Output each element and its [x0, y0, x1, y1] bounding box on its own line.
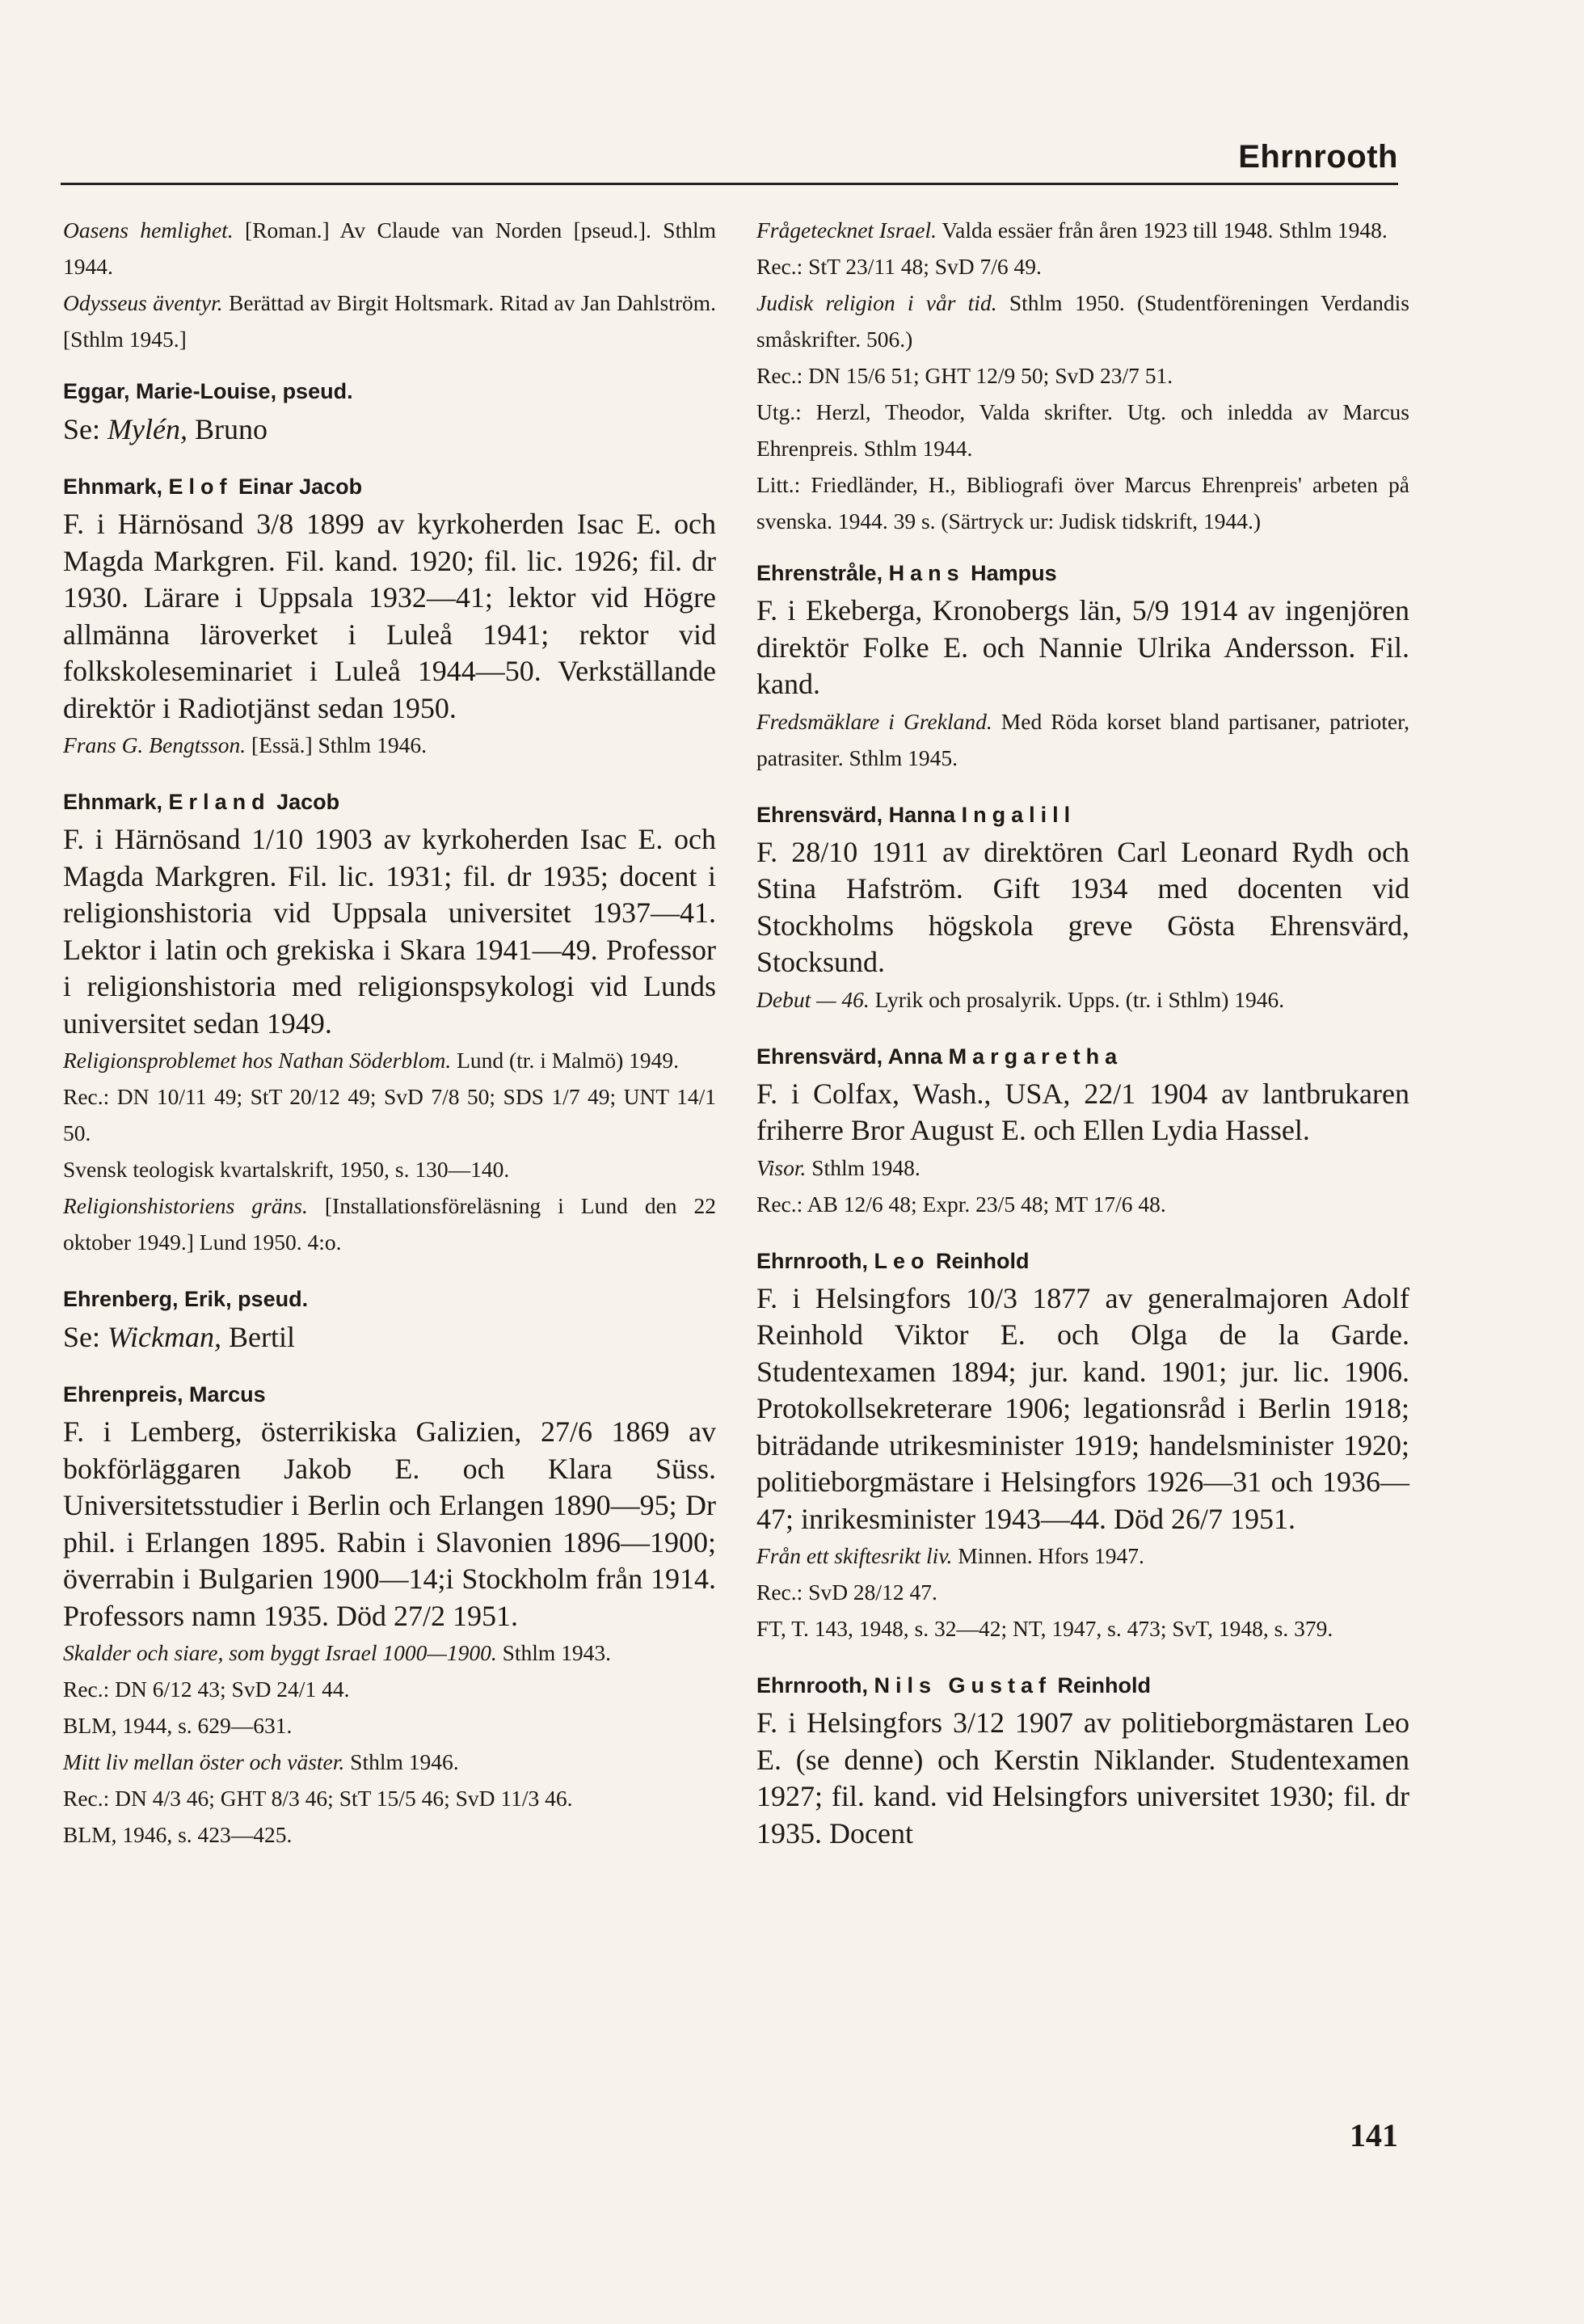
- ref-line: [756, 981, 1409, 1018]
- ref-line: [756, 1610, 1409, 1647]
- heading-rest: Reinhold: [1051, 1673, 1152, 1698]
- ref-text: Rec.: StT 23/11 48; SvD 7/6 49.: [756, 254, 1042, 279]
- work-title: Frågetecknet Israel.: [756, 217, 937, 243]
- entry-biography: F. i Härnösand 3/8 1899 av kyrkoherden Isac E. och Magda Markgren. Fil. kand. 1920; fil. lic. 1926; fil. dr 1930. Lärare i Uppsala 1932—41; lektor vid Högre allmänna läroverket i Luleå 1941; rektor vid folkskoleseminariet i Luleå 1944—50. Verkställande direktör i Radiotjänst sedan 1950.: [63, 508, 716, 724]
- entry-ehrensvard-hanna: [756, 797, 1409, 1018]
- ref-text: BLM, 1946, s. 423—425.: [63, 1822, 293, 1847]
- ref-line: [756, 1149, 1409, 1186]
- ref-text: Lyrik och prosalyrik. Upps. (tr. i Sthlm) 1946.: [869, 986, 1285, 1012]
- entry-eggar: [63, 373, 716, 448]
- page-number: 141: [1350, 2117, 1398, 2153]
- ref-line: [756, 248, 1409, 285]
- ref-line: [63, 1187, 716, 1260]
- ref-text: Sthlm 1943.: [496, 1640, 612, 1665]
- ref-line: [63, 1707, 716, 1744]
- ref-line: [63, 1744, 716, 1780]
- see-name: Wickman,: [107, 1321, 221, 1353]
- entry-ehrenpreis-continued: [756, 212, 1409, 539]
- ref-text: Sthlm 1948.: [806, 1154, 920, 1180]
- ref-text: Rec.: SvD 28/12 47.: [756, 1580, 937, 1605]
- heading-callname: Margaretha: [948, 1044, 1123, 1069]
- entry-ehrnrooth-nils: [756, 1668, 1409, 1852]
- entry-biography: F. i Colfax, Wash., USA, 22/1 1904 av lantbrukaren friherre Bror August E. och Ellen Lydia Hassel.: [756, 1077, 1409, 1146]
- ref-text: [Essä.] Sthlm 1946.: [246, 732, 427, 757]
- heading-surname: Ehrnrooth,: [756, 1248, 874, 1273]
- entry-heading: [756, 1668, 1409, 1703]
- heading-surname: Ehrensvärd, Anna: [756, 1044, 949, 1069]
- heading-callname: Hans: [888, 561, 965, 585]
- entry-heading: Ehrenpreis, Marcus: [63, 1382, 266, 1407]
- heading-callname: Ingalill: [961, 802, 1076, 827]
- entry-ehrnrooth-leo: [756, 1243, 1409, 1647]
- work-title: Religionsproblemet hos Nathan Söderblom.: [63, 1048, 452, 1073]
- heading-surname: Ehrenstråle,: [756, 561, 889, 585]
- heading-callname: Erland: [168, 790, 271, 814]
- left-column: [63, 212, 716, 1874]
- entry-ehrenstrale: [756, 555, 1409, 776]
- ref-line: [756, 212, 1409, 248]
- heading-callname: Nils Gustaf: [874, 1673, 1052, 1698]
- work-title: Judisk religion i vår tid.: [756, 290, 997, 315]
- heading-rest: Reinhold: [929, 1248, 1030, 1273]
- work-title: Skalder och siare, som byggt Israel 1000—1900.: [63, 1640, 497, 1665]
- work-title: Mitt liv mellan öster och väster.: [63, 1749, 345, 1774]
- heading-callname: Elof: [168, 475, 233, 499]
- ref-text: Valda essäer från åren 1923 till 1948. Sthlm 1948.: [936, 217, 1388, 243]
- ref-line: [756, 703, 1409, 776]
- ref-text: Rec.: DN 4/3 46; GHT 8/3 46; StT 15/5 46; SvD 11/3 46.: [63, 1786, 573, 1811]
- ref-line: [63, 1042, 716, 1078]
- work-title: Religionshistoriens gräns.: [63, 1193, 308, 1218]
- entry-heading: [756, 1243, 1409, 1279]
- entry-heading: [63, 469, 716, 504]
- ref-text: Med Röda korset bland partisaner, patrioter, patrasiter. Sthlm 1945.: [756, 708, 1410, 770]
- work-title: Från ett skiftesrikt liv.: [756, 1543, 953, 1568]
- entry-ehrenpreis: [63, 1377, 716, 1853]
- entry-heading: Eggar, Marie-Louise, pseud.: [63, 379, 353, 403]
- ref-line: [756, 394, 1409, 466]
- entry-biography: F. i Lemberg, österrikiska Galizien, 27/6 1869 av bokförläggaren Jakob E. och Klara Süss. Universitetsstudier i Berlin och Erlangen 1890—95; Dr phil. i Erlangen 1895. Rabin i Slavonien 1896—1900; överrabin i Bulgarien 1900—14;i Stockholm från 1914. Professors namn 1935. Död 27/2 1951.: [63, 1415, 716, 1632]
- ref-text: BLM, 1944, s. 629—631.: [63, 1713, 293, 1738]
- ref-line: [756, 1186, 1409, 1222]
- header-rule: [61, 183, 1398, 185]
- ref-line: [756, 466, 1409, 539]
- ref-text: [Installationsföreläsning i Lund den 22 oktober 1949.] Lund 1950. 4:o.: [63, 1193, 717, 1255]
- ref-text: Litt.: Friedländer, H., Bibliografi över Marcus Ehrenpreis' arbeten på svenska. 1944. 39 s. (Särtryck ur: Judisk tidskrift, 1944.): [756, 472, 1409, 534]
- ref-line: [63, 1151, 716, 1187]
- ref-line: [756, 1574, 1409, 1610]
- see-reference: [63, 1318, 716, 1356]
- ref-text: Sthlm 1946.: [344, 1749, 459, 1774]
- ref-text: Minnen. Hfors 1947.: [952, 1543, 1144, 1568]
- heading-callname: Leo: [874, 1248, 930, 1273]
- ref-line: [756, 357, 1409, 394]
- entry-heading: Ehrenberg, Erik, pseud.: [63, 1287, 309, 1311]
- entry-ehnmark-elof: [63, 469, 716, 763]
- ref-text: Rec.: DN 10/11 49; StT 20/12 49; SvD 7/8 50; SDS 1/7 49; UNT 14/1 50.: [63, 1084, 716, 1145]
- entry-ehnmark-erland: [63, 784, 716, 1260]
- entry-heading: [756, 1039, 1409, 1074]
- heading-rest: Einar Jacob: [232, 475, 363, 499]
- ref-line: [63, 1078, 716, 1151]
- ref-line: [63, 285, 716, 357]
- heading-surname: Ehrensvärd, Hanna: [756, 802, 962, 827]
- ref-text: [Roman.] Av Claude van Norden [pseud.]. Sthlm 1944.: [63, 217, 716, 279]
- ref-text: Rec.: AB 12/6 48; Expr. 23/5 48; MT 17/6 48.: [756, 1191, 1166, 1217]
- ref-line: [63, 1816, 716, 1853]
- entry-heading: [756, 555, 1409, 591]
- work-title: Oasens hemlighet.: [63, 217, 234, 243]
- entry-continuation-prev: [63, 212, 716, 357]
- entry-ehrensvard-anna: [756, 1039, 1409, 1222]
- entry-heading: [63, 784, 716, 820]
- ref-text: Berättad av Birgit Holtsmark. Ritad av Jan Dahlström. [Sthlm 1945.]: [63, 290, 716, 352]
- heading-surname: Ehnmark,: [63, 475, 169, 499]
- work-title: Visor.: [756, 1154, 807, 1180]
- heading-surname: Ehrnrooth,: [756, 1673, 874, 1698]
- running-head: Ehrnrooth: [1238, 139, 1398, 175]
- ref-text: FT, T. 143, 1948, s. 32—42; NT, 1947, s. 473; SvT, 1948, s. 379.: [756, 1616, 1333, 1641]
- work-title: Fredsmäklare i Grekland.: [756, 708, 992, 734]
- work-title: Debut — 46.: [756, 986, 870, 1012]
- ref-line: [63, 212, 716, 285]
- ref-line: [756, 285, 1409, 357]
- see-rest: Bruno: [187, 413, 268, 445]
- see-label: Se:: [63, 1321, 108, 1353]
- ref-text: Utg.: Herzl, Theodor, Valda skrifter. Utg. och inledda av Marcus Ehrenpreis. Sthlm 1944.: [756, 399, 1409, 461]
- see-rest: Bertil: [221, 1321, 295, 1353]
- heading-surname: Ehnmark,: [63, 790, 169, 814]
- ref-text: Lund (tr. i Malmö) 1949.: [451, 1048, 680, 1073]
- ref-text: Svensk teologisk kvartalskrift, 1950, s. 130—140.: [63, 1157, 510, 1182]
- entry-heading: [756, 797, 1409, 833]
- entry-ehrenberg: [63, 1281, 716, 1356]
- heading-rest: Hampus: [964, 561, 1057, 585]
- see-name: Mylén,: [107, 413, 187, 445]
- ref-line: [63, 727, 716, 763]
- work-title: Frans G. Bengtsson.: [63, 732, 246, 757]
- entry-biography: F. i Helsingfors 3/12 1907 av politieborgmästaren Leo E. (se denne) och Kerstin Niklander. Studentexamen 1927; fil. kand. vid Helsingfors universitet 1930; fil. dr 1935. Docent: [756, 1706, 1409, 1849]
- right-column: [756, 212, 1409, 1873]
- entry-biography: F. 28/10 1911 av direktören Carl Leonard Rydh och Stina Hafström. Gift 1934 med docenten vid Stockholms högskola greve Gösta Ehrensvärd, Stocksund.: [756, 835, 1409, 978]
- ref-line: [63, 1780, 716, 1816]
- see-label: Se:: [63, 413, 108, 445]
- entry-biography: F. i Helsingfors 10/3 1877 av generalmajoren Adolf Reinhold Viktor E. och Olga de la Garde. Studentexamen 1894; jur. kand. 1901; jur. lic. 1906. Protokollsekreterare 1906; legationsråd i Berlin 1918; biträdande utrikesminister 1919; handelsminister 1920; politieborgmästare i Helsingfors 1926—31 och 1936—47; inrikesminister 1943—44. Död 26/7 1951.: [756, 1281, 1409, 1535]
- work-title: Odysseus äventyr.: [63, 290, 223, 315]
- ref-line: [756, 1537, 1409, 1574]
- entry-biography: F. i Ekeberga, Kronobergs län, 5/9 1914 av ingenjören direktör Folke E. och Nannie Ulrika Andersson. Fil. kand.: [756, 594, 1409, 700]
- ref-text: Rec.: DN 6/12 43; SvD 24/1 44.: [63, 1677, 350, 1702]
- ref-text: Sthlm 1950. (Studentföreningen Verdandis småskrifter. 506.): [756, 290, 1409, 352]
- heading-rest: Jacob: [270, 790, 340, 814]
- entry-biography: F. i Härnösand 1/10 1903 av kyrkoherden Isac E. och Magda Markgren. Fil. lic. 1931; fil. dr 1935; docent i religionshistoria vid Uppsala universitet 1937—41. Lektor i latin och grekiska i Skara 1941—49. Professor i religionshistoria med religionspsykologi vid Lunds universitet sedan 1949.: [63, 823, 716, 1040]
- see-reference: [63, 411, 716, 448]
- ref-text: Rec.: DN 15/6 51; GHT 12/9 50; SvD 23/7 51.: [756, 363, 1173, 388]
- ref-line: [63, 1634, 716, 1671]
- ref-line: [63, 1671, 716, 1707]
